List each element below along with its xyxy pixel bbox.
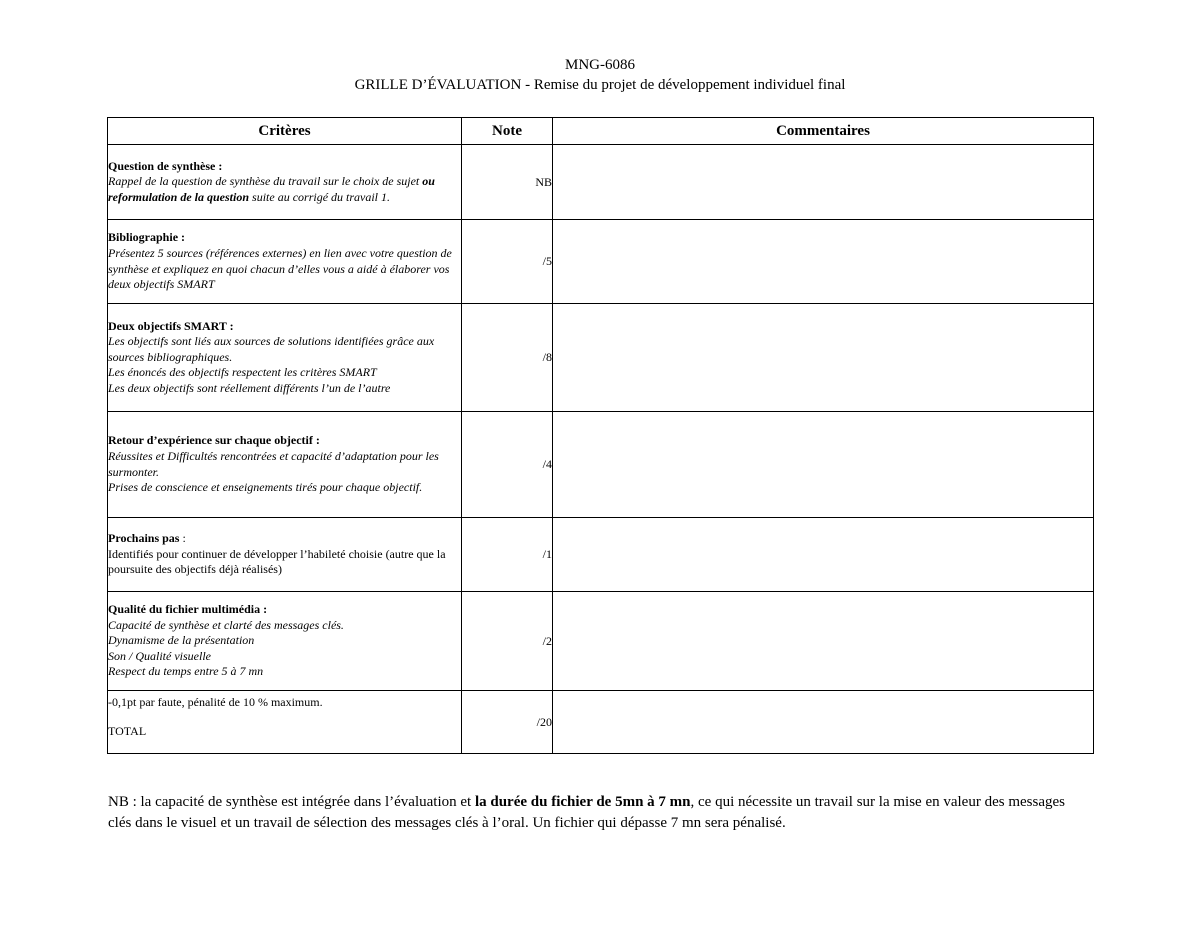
- criterion-title-line: [108, 531, 461, 547]
- column-header-commentaires: Commentaires: [553, 118, 1094, 145]
- penalty-rule: -0,1pt par faute, pénalité de 10 % maximum.: [108, 695, 323, 709]
- criterion-emphasis: ou reformulation de la question: [108, 174, 435, 204]
- criterion-line: Réussites et Difficultés rencontrées et capacité d’adaptation pour les surmonter.: [108, 448, 439, 479]
- note-cell: /8: [462, 304, 553, 412]
- footnote: [108, 792, 1078, 834]
- table-row: [108, 518, 1094, 592]
- criterion-cell: [108, 304, 462, 412]
- comment-cell: [553, 691, 1094, 754]
- criterion-title: Question de synthèse :: [108, 158, 223, 173]
- criterion-cell: [108, 518, 462, 592]
- criterion-line: Capacité de synthèse et clarté des messages clés.: [108, 617, 344, 632]
- table-row: [108, 304, 1094, 412]
- table-row: [108, 220, 1094, 304]
- criterion-line: Les énoncés des objectifs respectent les critères SMART: [108, 365, 377, 380]
- criterion-line: Prises de conscience et enseignements tirés pour chaque objectif.: [108, 480, 423, 495]
- criterion-line: Les deux objectifs sont réellement différents l’un de l’autre: [108, 380, 391, 395]
- criterion-description: Identifiés pour continuer de développer l’habileté choisie (autre que la poursuite des objectifs déjà réalisés): [108, 546, 446, 577]
- note-cell: /5: [462, 220, 553, 304]
- total-cell: [108, 691, 462, 754]
- table-row: [108, 412, 1094, 518]
- note-cell: /1: [462, 518, 553, 592]
- criterion-cell: [108, 220, 462, 304]
- comment-cell: [553, 304, 1094, 412]
- criterion-description: [108, 174, 461, 205]
- comment-cell: [553, 412, 1094, 518]
- total-label: TOTAL: [108, 723, 147, 738]
- note-cell: /4: [462, 412, 553, 518]
- comment-cell: [553, 592, 1094, 691]
- criterion-title: Deux objectifs SMART :: [108, 318, 234, 333]
- comment-cell: [553, 145, 1094, 220]
- comment-cell: [553, 220, 1094, 304]
- criterion-title: Retour d’expérience sur chaque objectif :: [108, 433, 320, 448]
- criterion-line: Les objectifs sont liés aux sources de solutions identifiées grâce aux sources bibliographiques.: [108, 334, 435, 364]
- criterion-text: suite au corrigé du travail 1.: [249, 189, 391, 204]
- criterion-title: Prochains pas: [108, 531, 180, 546]
- footnote-text: NB : la capacité de synthèse est intégrée dans l’évaluation et: [108, 794, 475, 810]
- total-note-cell: /20: [462, 691, 553, 754]
- criterion-cell: [108, 592, 462, 691]
- column-header-criteres: Critères: [108, 118, 462, 145]
- footnote-emphasis: la durée du fichier de 5mn à 7 mn: [474, 794, 691, 810]
- footnote-text: , ce qui nécessite un travail sur la mise en valeur des messages clés dans le visuel et un travail de sélection des messages clés à l’oral. Un fichier qui dépasse 7 mn sera pénalisé.: [108, 794, 1065, 831]
- criterion-title: Qualité du fichier multimédia :: [108, 602, 268, 617]
- table-row-total: [108, 691, 1094, 754]
- column-header-note: Note: [462, 118, 553, 145]
- note-cell: NB: [462, 145, 553, 220]
- course-code: MNG-6086: [565, 57, 635, 73]
- table-header-row: [108, 118, 1094, 145]
- table-row: [108, 592, 1094, 691]
- criterion-line: Respect du temps entre 5 à 7 mn: [108, 664, 264, 679]
- criterion-title: Bibliographie :: [108, 230, 186, 245]
- criterion-line: Dynamisme de la présentation: [108, 633, 255, 648]
- criterion-description: Présentez 5 sources (références externes) en lien avec votre question de synthèse et expliquez en quoi chacun d’elles vous a aidé à élaborer vos deux objectifs SMART: [108, 245, 452, 292]
- evaluation-grid: [107, 117, 1094, 754]
- table-row: [108, 145, 1094, 220]
- criterion-text: Rappel de la question de synthèse du travail sur le choix de sujet: [108, 174, 423, 189]
- criterion-title-suffix: :: [179, 531, 186, 546]
- comment-cell: [553, 518, 1094, 592]
- criterion-cell: [108, 145, 462, 220]
- document-title: GRILLE D’ÉVALUATION - Remise du projet de développement individuel final: [354, 77, 846, 93]
- criterion-cell: [108, 412, 462, 518]
- note-cell: /2: [462, 592, 553, 691]
- criterion-line: Son / Qualité visuelle: [108, 648, 211, 663]
